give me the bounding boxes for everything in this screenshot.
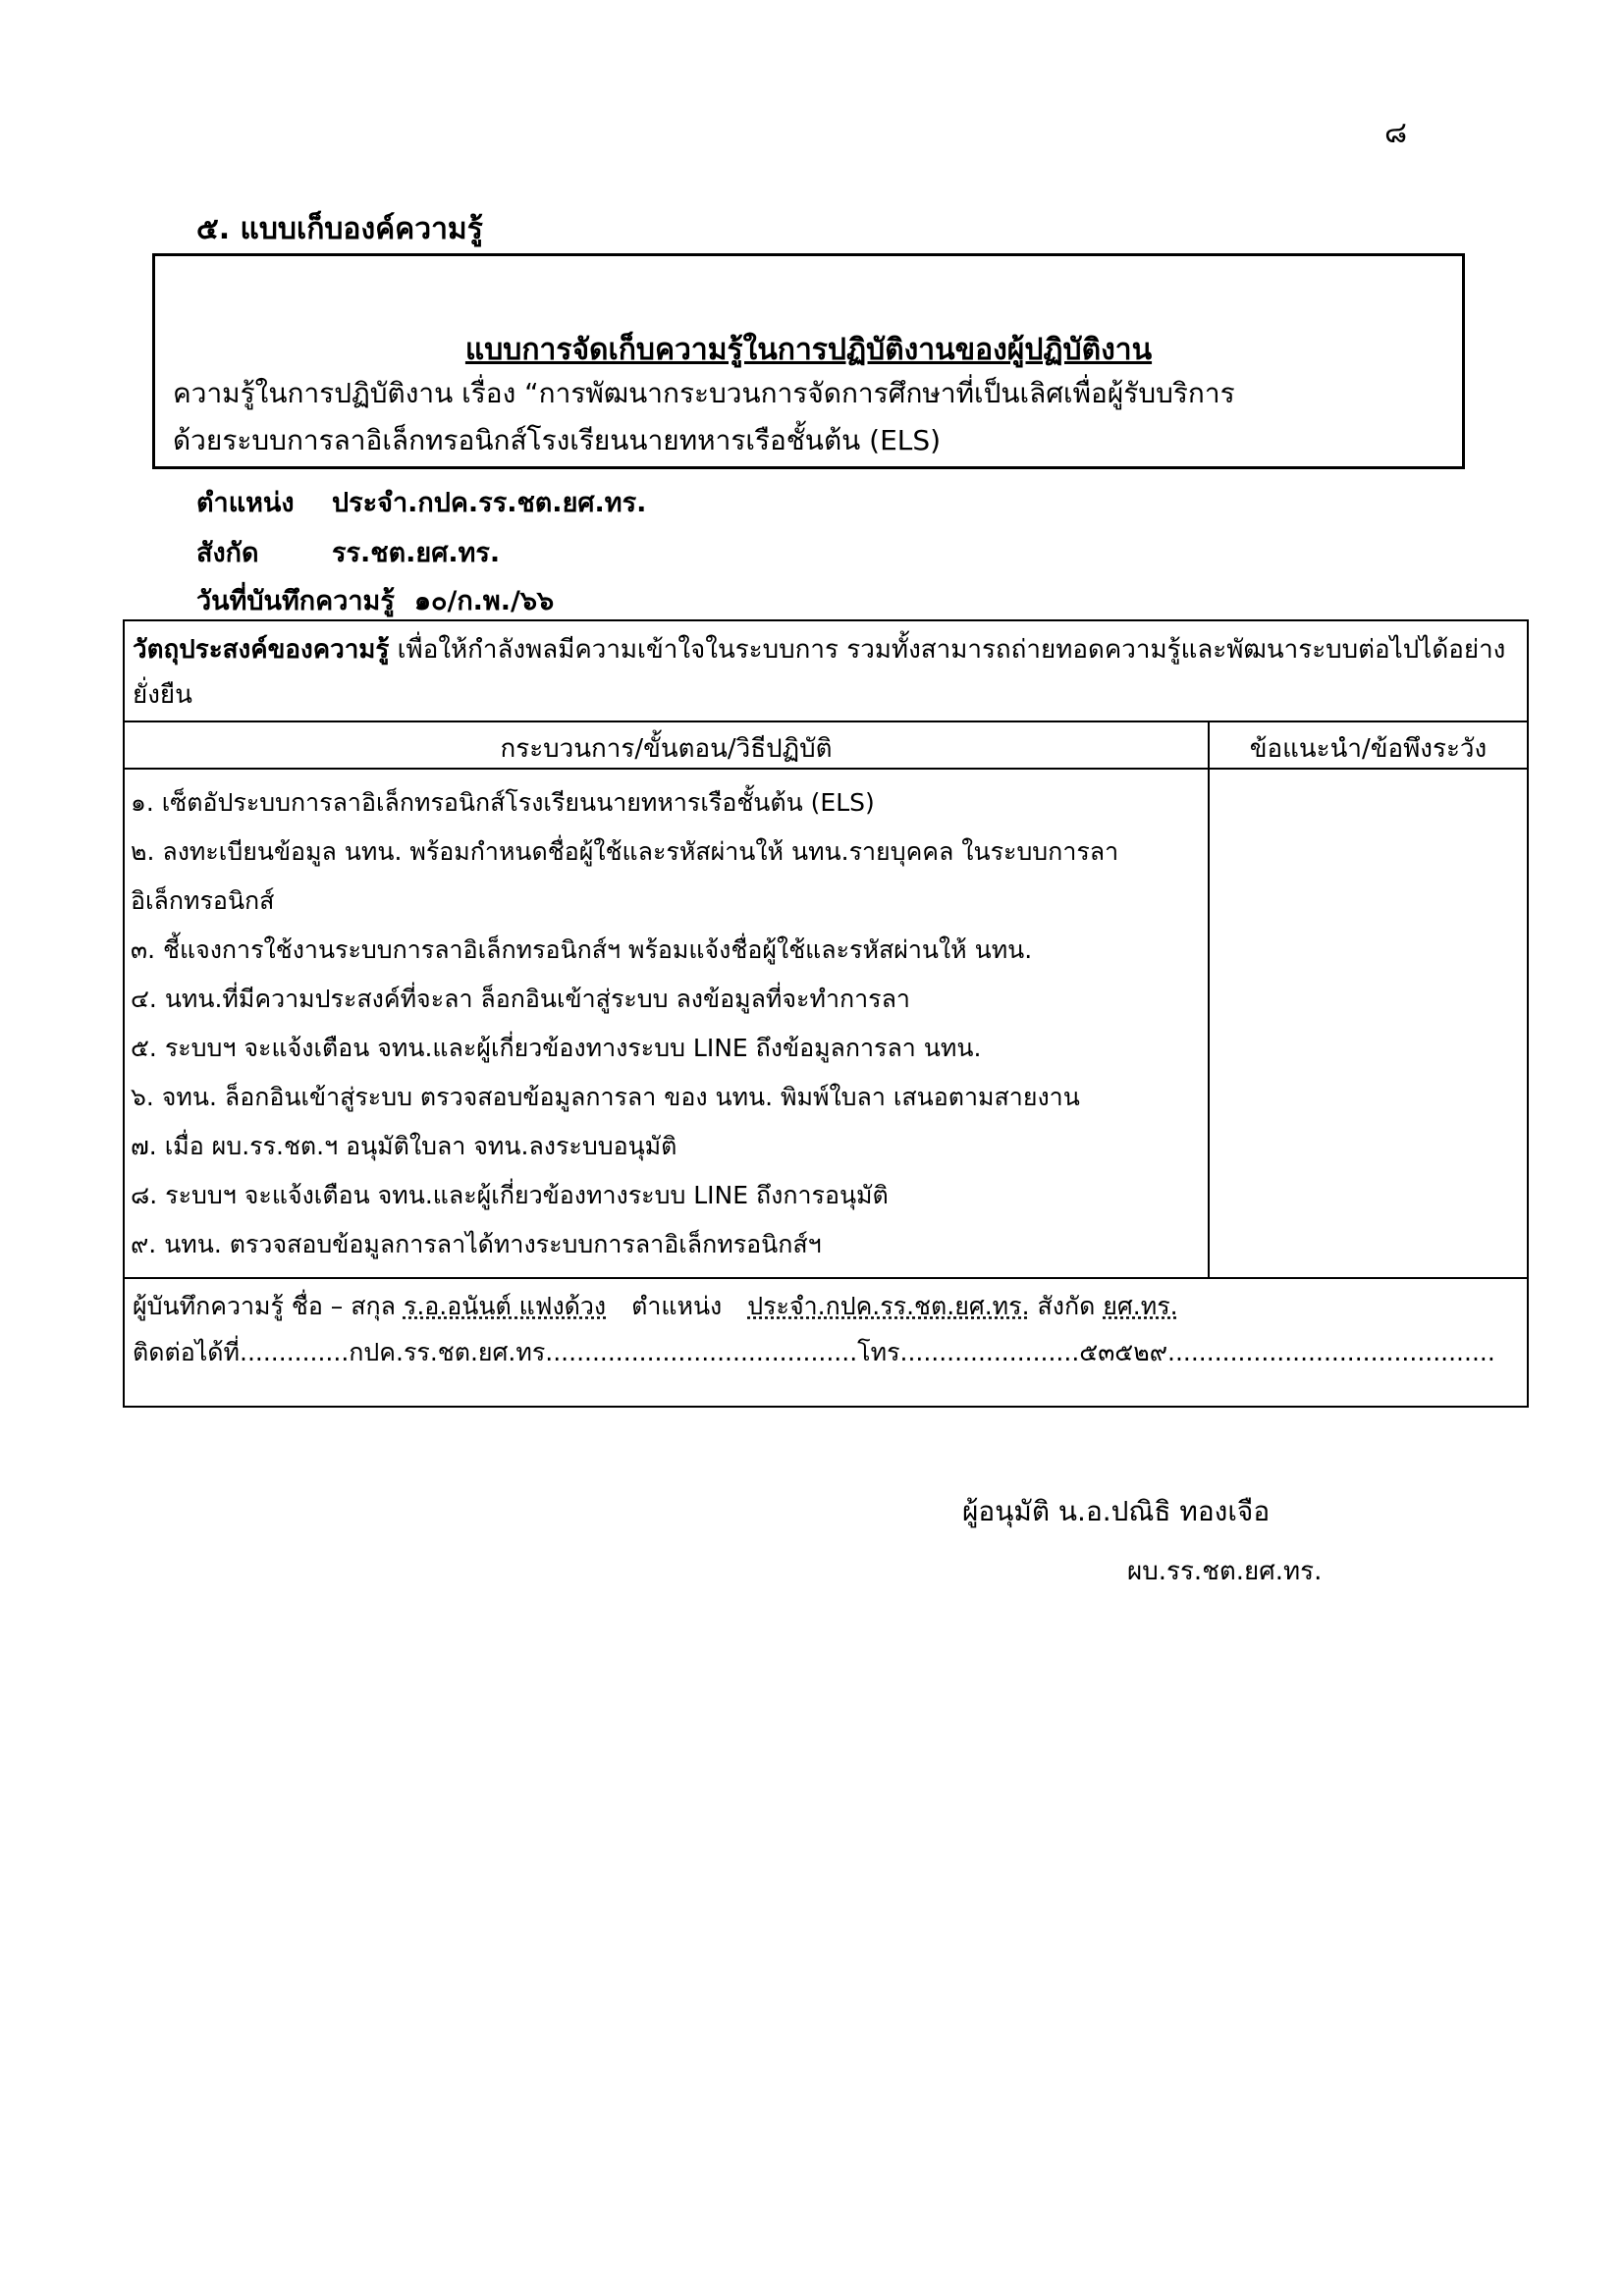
process-step: ๔. นทน.ที่มีความประสงค์ที่จะลา ล็อกอินเข้าสู่ระบบ ลงข้อมูลที่จะทำการลา xyxy=(131,985,910,1013)
meta-unit-value: รร.ชต.ยศ.ทร. xyxy=(332,538,501,568)
meta-position xyxy=(196,481,646,523)
form-subject-line-2: ด้วยระบบการลาอิเล็กทรอนิกส์โรงเรียนนายทหารเรือชั้นต้น (ELS) xyxy=(173,424,942,456)
recorder-name-label: ผู้บันทึกความรู้ ชื่อ – สกุล xyxy=(133,1292,396,1320)
recorder-phone-label: โทร xyxy=(857,1338,900,1366)
objective-cell xyxy=(125,621,1527,722)
column-divider xyxy=(1208,722,1210,1277)
recorder-contact-value: กปค.รร.ชต.ยศ.ทร xyxy=(349,1338,546,1366)
knowledge-table xyxy=(123,619,1529,1408)
recorder-line-1 xyxy=(133,1283,1519,1329)
recorder-position-value: ประจำ.กปค.รร.ชต.ยศ.ทร. xyxy=(747,1292,1030,1320)
meta-date-label: วันที่บันทึกความรู้ xyxy=(196,586,395,616)
recorder-contact-label: ติดต่อได้ที่ xyxy=(133,1338,241,1366)
meta-position-label: ตำแหน่ง xyxy=(196,488,295,518)
process-step: ๒. ลงทะเบียนข้อมูล นทน. พร้อมกำหนดชื่อผู้ใช้และรหัสผ่านให้ นทน.รายบุคคล ในระบบการลาอิเล็กทรอนิกส์ xyxy=(131,837,1119,915)
process-step: ๖. จทน. ล็อกอินเข้าสู่ระบบ ตรวจสอบข้อมูลการลา ของ นทน. พิมพ์ใบลา เสนอตามสายงาน xyxy=(131,1083,1080,1111)
recorder-position-label: ตำแหน่ง xyxy=(631,1292,723,1320)
recorder-unit-value: ยศ.ทร. xyxy=(1103,1292,1178,1320)
table-header-row xyxy=(125,722,1527,770)
recorder-phone-value: ๕๓๕๒๙ xyxy=(1079,1338,1168,1366)
meta-unit xyxy=(196,531,500,573)
process-step: ๑. เซ็ตอัประบบการลาอิเล็กทรอนิกส์โรงเรียนนายทหารเรือชั้นต้น (ELS) xyxy=(131,788,875,817)
recorder-line-2: ติดต่อได้ที่..............กปค.รร.ชต.ยศ.ทร........................................โทร.......................๕๓๕๒๙.......................................... xyxy=(133,1338,1495,1366)
objective-text: เพื่อให้กำลังพลมีความเข้าใจในระบบการ รวมทั้งสามารถถ่ายทอดความรู้และพัฒนาระบบต่อไปได้อย่างยั่งยืน xyxy=(133,635,1506,710)
section-heading: ๕. แบบเก็บองค์ความรู้ xyxy=(196,212,483,246)
process-step: ๗. เมื่อ ผบ.รร.ชต.ฯ อนุมัติใบลา จทน.ลงระบบอนุมัติ xyxy=(131,1132,677,1160)
form-title-box xyxy=(152,253,1465,469)
recorder-unit-label: สังกัด xyxy=(1037,1292,1096,1320)
meta-date xyxy=(196,579,554,621)
meta-position-value: ประจำ.กปค.รร.ชต.ยศ.ทร. xyxy=(332,488,647,518)
recorder-cell xyxy=(125,1277,1527,1406)
process-step: ๓. ชี้แจงการใช้งานระบบการลาอิเล็กทรอนิกส์ฯ พร้อมแจ้งชื่อผู้ใช้และรหัสผ่านให้ นทน. xyxy=(131,935,1033,964)
page-number: ๘ xyxy=(1384,116,1408,150)
objective-label: วัตถุประสงค์ของความรู้ xyxy=(133,635,390,665)
form-title: แบบการจัดเก็บความรู้ในการปฏิบัติงานของผู้ปฏิบัติงาน xyxy=(464,333,1153,367)
approver-position: ผบ.รร.ชต.ยศ.ทร. xyxy=(1127,1557,1323,1586)
process-step: ๘. ระบบฯ จะแจ้งเตือน จทน.และผู้เกี่ยวข้องทางระบบ LINE ถึงการอนุมัติ xyxy=(131,1181,889,1209)
meta-date-value: ๑๐/ก.พ./๖๖ xyxy=(413,586,555,616)
form-subject-line-1: ความรู้ในการปฏิบัติงาน เรื่อง “การพัฒนากระบวนการจัดการศึกษาที่เป็นเลิศเพื่อผู้รับบริการ xyxy=(173,377,1235,409)
process-step: ๙. นทน. ตรวจสอบข้อมูลการลาได้ทางระบบการลาอิเล็กทรอนิกส์ฯ xyxy=(131,1230,822,1258)
header-advice: ข้อแนะนำ/ข้อพึงระวัง xyxy=(1249,734,1488,764)
process-step: ๕. ระบบฯ จะแจ้งเตือน จทน.และผู้เกี่ยวข้องทางระบบ LINE ถึงข้อมูลการลา นทน. xyxy=(131,1034,982,1062)
header-process: กระบวนการ/ขั้นตอน/วิธีปฏิบัติ xyxy=(500,734,833,764)
process-steps xyxy=(131,778,1201,1269)
meta-unit-label: สังกัด xyxy=(196,538,259,568)
recorder-name-value: ร.อ.อนันต์ แฟงด้วง xyxy=(403,1292,607,1320)
approver-name: ผู้อนุมัติ น.อ.ปณิธิ ทองเจือ xyxy=(962,1495,1271,1527)
